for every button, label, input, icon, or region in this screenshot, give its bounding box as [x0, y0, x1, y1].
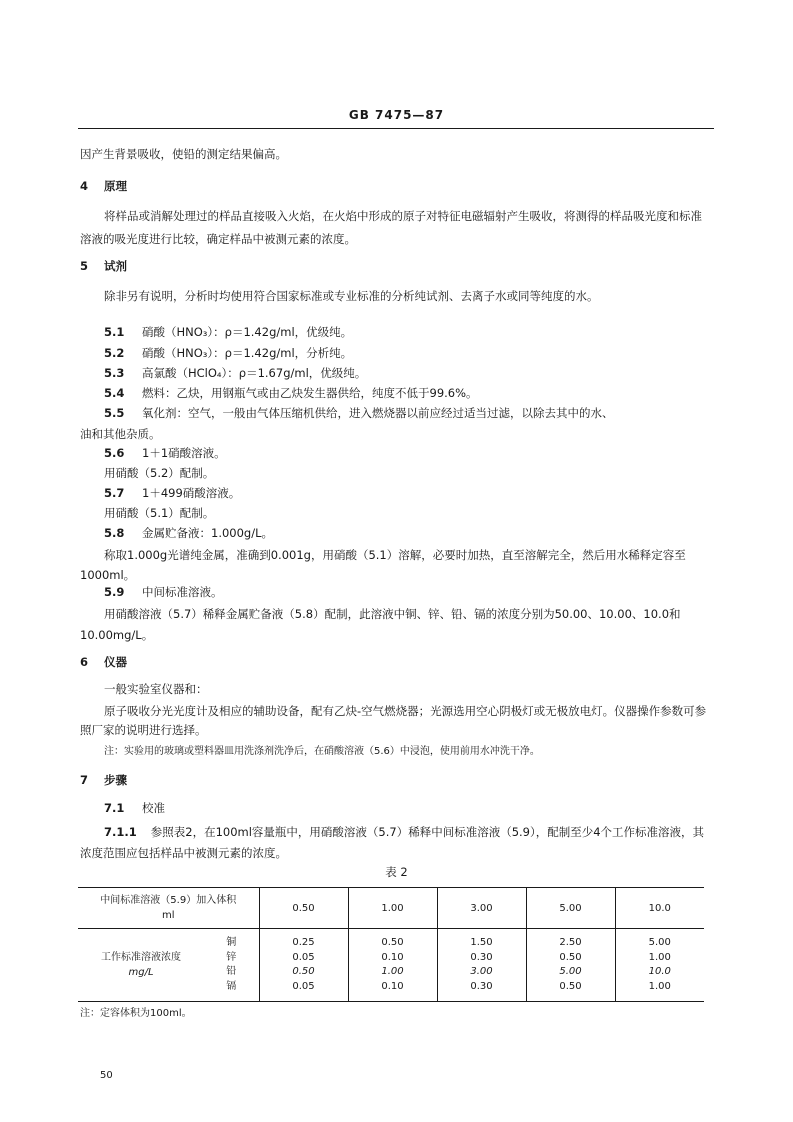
concentration-value: 0.50 — [381, 937, 404, 948]
element-names-cell — [204, 929, 259, 1002]
section-6-body: 原子吸收分光光度计及相应的辅助设备，配有乙炔-空气燃烧器；光源选用空心阴极灯或无极放电灯。仪器操作参数可参照厂家的说明进行选择。 — [80, 704, 707, 737]
item-5-8-body: 称取1.000g光谱纯金属，准确到0.001g，用硝酸（5.1）溶解，必要时加热，直至溶解完全，然后用水稀释定容至1000ml。 — [80, 548, 686, 582]
item-number: 5.4 — [104, 386, 125, 400]
concentration-value: 0.50 — [559, 951, 582, 963]
item-number: 5.6 — [104, 446, 125, 460]
item-text: 1＋1硝酸溶液。 — [142, 446, 226, 460]
concentration-value: 1.00 — [381, 966, 404, 977]
page-header-code: GB 7475—87 — [348, 108, 445, 122]
concentration-value: 10.0 — [648, 966, 671, 977]
section-4-heading — [80, 178, 710, 195]
section-5-heading — [80, 258, 710, 275]
table-body-row — [78, 929, 704, 1002]
subsection-7-1-1 — [80, 822, 710, 864]
item-5-2 — [104, 345, 710, 362]
item-5-5 — [104, 405, 710, 422]
row-label-cell — [78, 929, 204, 1002]
concentration-value: 0.05 — [292, 951, 315, 963]
section-7-number: 7 — [80, 773, 89, 787]
item-text: 氧化剂：空气，一般由气体压缩机供给，进入燃烧器以前应经过适当过滤，以除去其中的水、 — [142, 406, 614, 420]
item-number: 5.1 — [104, 325, 125, 339]
concentration-value: 1.00 — [648, 980, 671, 992]
concentration-column — [259, 929, 348, 1002]
item-5-5-continued: 油和其他杂质。 — [80, 427, 161, 441]
section-5-title: 试剂 — [104, 259, 128, 273]
element-name: 铜 — [226, 937, 237, 948]
item-text: 高氯酸（HClO₄）：ρ＝1.67g/ml，优级纯。 — [142, 366, 367, 380]
concentration-value: 0.25 — [292, 937, 315, 948]
concentration-value: 0.50 — [292, 966, 315, 977]
item-5-7-detail: 用硝酸（5.1）配制。 — [104, 506, 215, 520]
item-number: 5.7 — [104, 486, 125, 500]
item-number: 5.8 — [104, 526, 125, 540]
concentration-value: 0.50 — [559, 980, 582, 992]
item-5-6 — [104, 445, 710, 462]
item-number: 5.3 — [104, 366, 125, 380]
section-7-title: 步骤 — [104, 773, 128, 787]
item-5-3 — [104, 365, 710, 382]
concentration-value: 0.10 — [381, 951, 404, 963]
volume-cell: 1.00 — [348, 888, 437, 929]
item-5-9-body: 用硝酸溶液（5.7）稀释金属贮备液（5.8）配制，此溶液中铜、锌、铅、镉的浓度分别为50.00、10.00、10.0和10.00mg/L。 — [80, 607, 681, 642]
concentration-value: 0.30 — [470, 951, 493, 963]
volume-cell: 0.50 — [259, 888, 348, 929]
table-2 — [78, 887, 704, 1002]
section-4-number: 4 — [80, 179, 89, 193]
item-5-7 — [104, 485, 710, 502]
item-5-9 — [104, 584, 710, 601]
subsection-text: 参照表2，在100ml容量瓶中，用硝酸溶液（5.7）稀释中间标准溶液（5.9），配制至少4个工作标准溶液，其浓度范围应包括样品中被测元素的浓度。 — [80, 825, 705, 860]
concentration-value: 5.00 — [559, 966, 582, 977]
concentration-column — [348, 929, 437, 1002]
table-note: 注：定容体积为100ml。 — [80, 1008, 192, 1019]
volume-cell: 5.00 — [526, 888, 615, 929]
item-number: 5.5 — [104, 406, 125, 420]
subsection-title: 校准 — [142, 801, 165, 815]
intro-line: 因产生背景吸收，使铅的测定结果偏高。 — [80, 147, 287, 161]
concentration-value: 0.30 — [470, 980, 493, 992]
section-7-heading — [80, 772, 710, 789]
section-5-number: 5 — [80, 259, 89, 273]
concentration-value: 0.10 — [381, 980, 404, 992]
concentration-column — [615, 929, 704, 1002]
subsection-7-1 — [104, 800, 710, 817]
row-unit: mg/L — [128, 967, 154, 978]
section-6-number: 6 — [80, 655, 89, 669]
header-rule — [78, 128, 714, 129]
item-number: 5.9 — [104, 585, 125, 599]
item-text: 金属贮备液：1.000g/L。 — [142, 526, 274, 540]
item-text: 硝酸（HNO₃）：ρ＝1.42g/ml，分析纯。 — [142, 346, 353, 360]
element-name: 锌 — [226, 951, 237, 963]
section-5-intro: 除非另有说明，分析时均使用符合国家标准或专业标准的分析纯试剂、去离子水或同等纯度的水。 — [104, 289, 599, 303]
subsection-number: 7.1.1 — [104, 825, 137, 839]
element-name: 镉 — [226, 980, 237, 992]
header-label: 中间标准溶液（5.9）加入体积 — [100, 895, 237, 906]
item-number: 5.2 — [104, 346, 125, 360]
header-unit: ml — [161, 910, 175, 921]
row-label: 工作标准溶液浓度 — [101, 952, 181, 963]
item-5-8 — [104, 525, 710, 542]
concentration-column — [526, 929, 615, 1002]
table-header-row — [78, 888, 704, 929]
section-6-title: 仪器 — [104, 655, 128, 669]
item-text: 硝酸（HNO₃）：ρ＝1.42g/ml，优级纯。 — [142, 325, 353, 339]
section-6-line1: 一般实验室仪器和： — [104, 682, 208, 696]
section-6-heading — [80, 654, 710, 671]
table-caption: 表 2 — [385, 865, 408, 879]
item-text: 1＋499硝酸溶液。 — [142, 486, 241, 500]
item-text: 燃料：乙炔，用钢瓶气或由乙炔发生器供给，纯度不低于99.6%。 — [142, 386, 478, 400]
item-5-1 — [104, 324, 710, 341]
page-number: 50 — [100, 1070, 113, 1081]
concentration-value: 5.00 — [648, 937, 671, 948]
volume-cell: 10.0 — [615, 888, 704, 929]
concentration-value: 1.50 — [470, 937, 493, 948]
item-5-4 — [104, 385, 710, 402]
concentration-value: 2.50 — [559, 937, 582, 948]
concentration-value: 0.05 — [292, 980, 315, 992]
concentration-value: 1.00 — [648, 951, 671, 963]
concentration-value: 3.00 — [470, 966, 493, 977]
item-5-6-detail: 用硝酸（5.2）配制。 — [104, 466, 215, 480]
subsection-number: 7.1 — [104, 801, 125, 815]
element-name: 铅 — [226, 966, 237, 977]
section-4-title: 原理 — [104, 179, 128, 193]
item-text: 中间标准溶液。 — [142, 585, 223, 599]
volume-cell: 3.00 — [437, 888, 526, 929]
header-label-cell — [78, 888, 259, 929]
section-6-note: 注：实验用的玻璃或塑料器皿用洗涤剂洗净后，在硝酸溶液（5.6）中浸泡，使用前用水冲洗干净。 — [104, 746, 540, 757]
concentration-column — [437, 929, 526, 1002]
section-4-body: 将样品或消解处理过的样品直接吸入火焰，在火焰中形成的原子对特征电磁辐射产生吸收，将测得的样品吸光度和标准溶液的吸光度进行比较，确定样品中被测元素的浓度。 — [80, 209, 702, 246]
